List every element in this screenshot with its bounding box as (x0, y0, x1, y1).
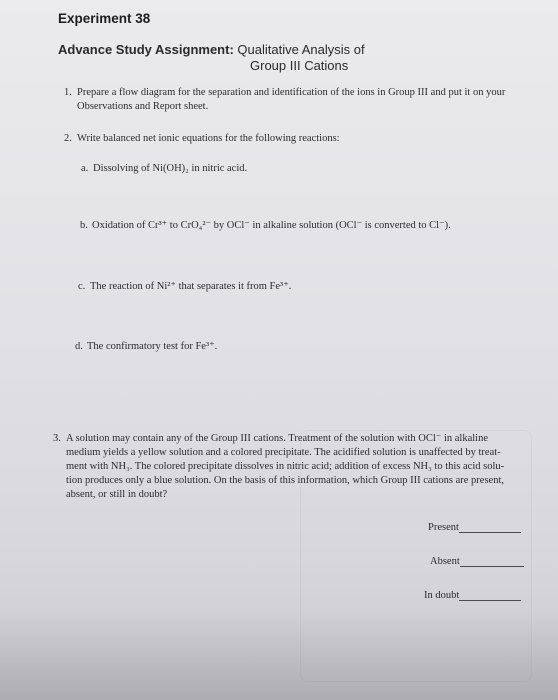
question-2-number: 2. (64, 133, 72, 144)
assignment-title-bold: Advance Study Assignment: (58, 42, 234, 57)
assignment-title-line1: Qualitative Analysis of (233, 42, 365, 57)
assignment-title (58, 42, 478, 74)
question-2a-text: Dissolving of Ni(OH)₂ in nitric acid. (93, 163, 248, 174)
question-2-text: Write balanced net ionic equations for the following reactions: (77, 133, 340, 144)
doubt-label: In doubt (424, 590, 460, 601)
absent-label: Absent (430, 556, 460, 567)
assignment-title-line2: Group III Cations (250, 58, 349, 73)
question-1-line2: Observations and Report sheet. (77, 101, 209, 112)
question-3-line: medium yields a yellow solution and a colored precipitate. The acidified solution is unaffected by treat- (66, 447, 501, 458)
doubt-blank[interactable] (459, 591, 521, 601)
question-2a-letter: a. (81, 163, 89, 174)
question-3 (53, 432, 536, 502)
present-answer (428, 522, 521, 533)
question-2d (75, 340, 218, 354)
question-1 (64, 86, 537, 114)
question-3-line: ment with NH₃. The colored precipitate dissolves in nitric acid; addition of excess NH₃ to this acid solu- (66, 461, 505, 472)
question-2b-letter: b. (80, 220, 88, 231)
question-2b (80, 219, 451, 233)
question-3-line: A solution may contain any of the Group III cations. Treatment of the solution with OCl⁻ in alkaline (66, 433, 488, 444)
question-1-number: 1. (64, 87, 72, 98)
question-3-line: absent, or still in doubt? (66, 489, 168, 500)
question-3-number: 3. (53, 433, 61, 444)
present-label: Present (428, 522, 459, 533)
doubt-answer (424, 590, 521, 601)
question-2c-letter: c. (78, 281, 86, 292)
question-3-line: tion produces only a blue solution. On the basis of this information, which Group III cations are present, (66, 475, 504, 486)
question-2c (78, 280, 292, 294)
question-2d-text: The confirmatory test for Fe³⁺. (87, 341, 218, 352)
question-2 (64, 132, 517, 146)
experiment-heading: Experiment 38 (58, 11, 151, 26)
present-blank[interactable] (459, 523, 521, 533)
question-2d-letter: d. (75, 341, 83, 352)
question-2a (81, 162, 248, 176)
question-1-line1: Prepare a flow diagram for the separation and identification of the ions in Group III and put it on your (77, 87, 506, 98)
question-2c-text: The reaction of Ni²⁺ that separates it from Fe³⁺. (90, 281, 292, 292)
absent-answer (430, 556, 524, 567)
absent-blank[interactable] (460, 557, 524, 567)
question-2b-text: Oxidation of Cr³⁺ to CrO₄²⁻ by OCl⁻ in alkaline solution (OCl⁻ is converted to Cl⁻). (92, 220, 451, 231)
